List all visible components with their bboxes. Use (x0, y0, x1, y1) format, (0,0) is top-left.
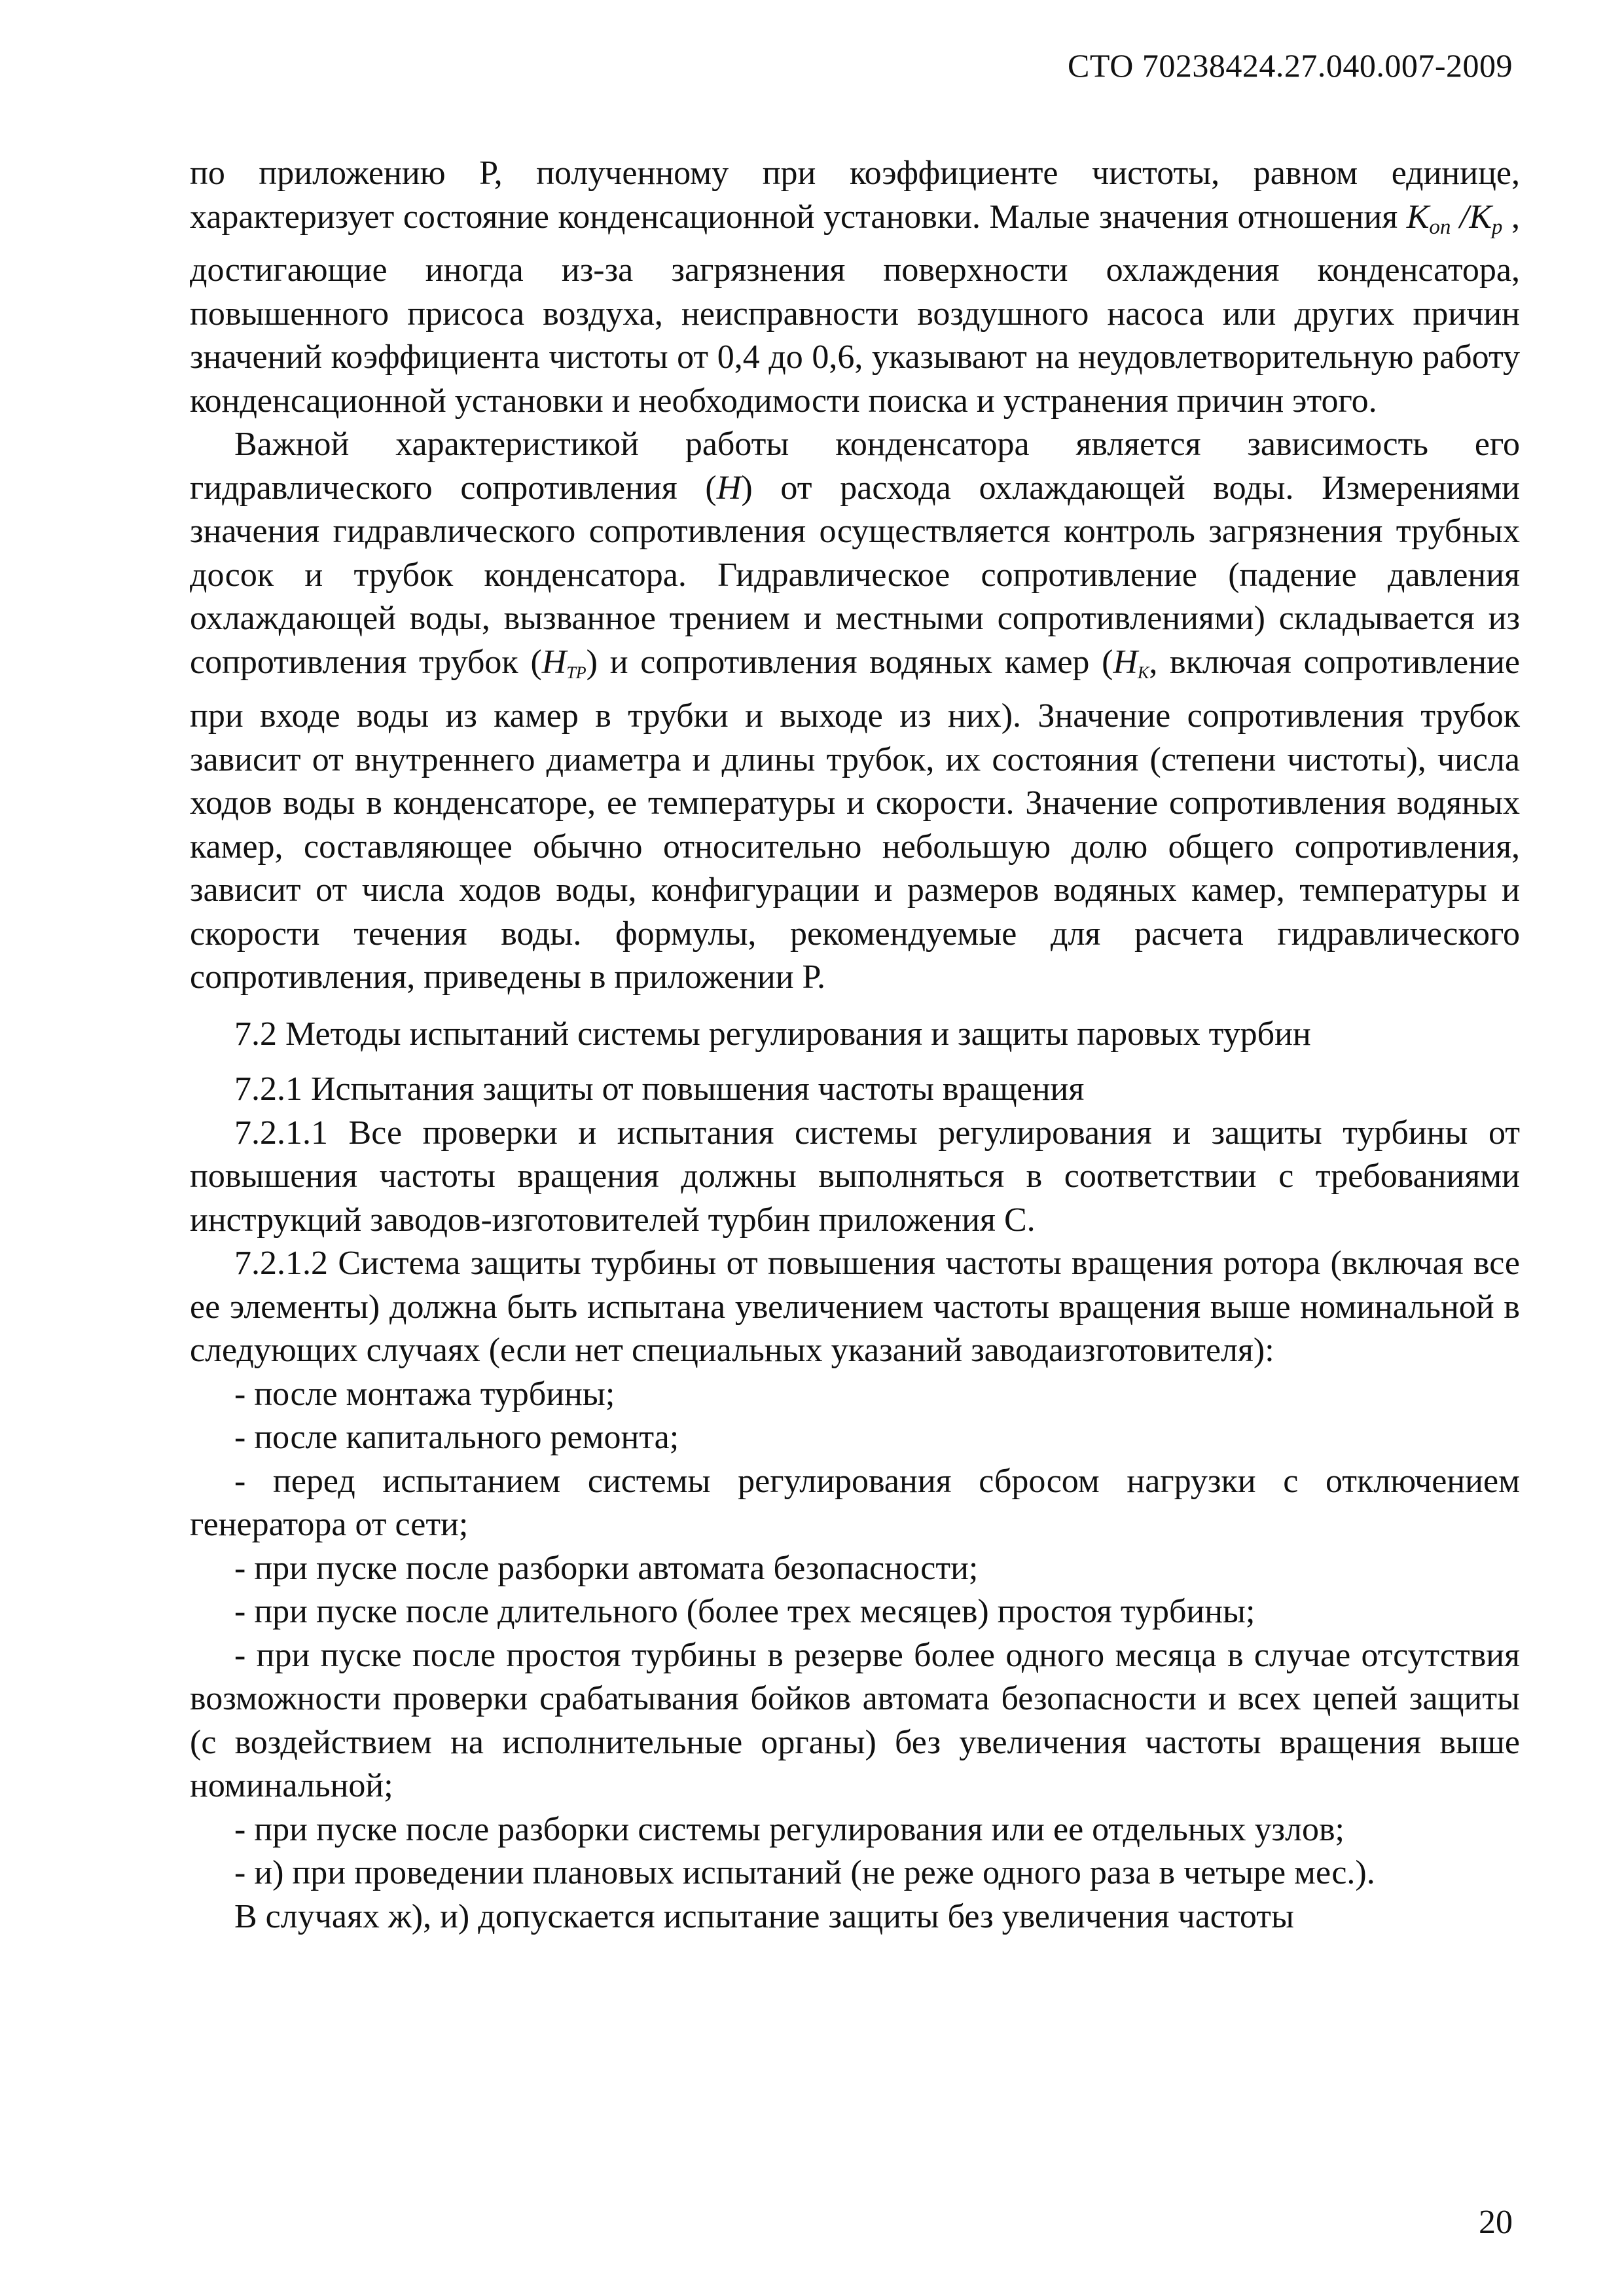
list-item: - после монтажа турбины; (234, 1375, 615, 1413)
section-heading-7-2-1: 7.2.1 Испытания защиты от повышения частоты вращения (234, 1070, 1085, 1108)
page-number: 20 (1479, 2204, 1513, 2241)
list-item: - после капитального ремонта; (234, 1419, 679, 1456)
symbol-h: Н (716, 469, 742, 507)
list-item: - при пуске после длительного (более трех месяцев) простоя турбины; (234, 1593, 1255, 1630)
paragraph-7-2-1-2: 7.2.1.2 Система защиты турбины от повышения частоты вращения ротора (включая все ее элементы) должна быть испытана увеличением частоты вращения выше номинальной в следующих случаях (если нет специальных указаний заводаизготовителя): (190, 1245, 1520, 1369)
symbol-h-k: НК (1113, 643, 1149, 682)
paragraph-text: ) от расхода охлаждающей воды. Измерениями значения гидравлического сопротивления осуществляется контроль загрязнения трубных досок и трубок конденсатора. Гидравлическое сопротивление (падение давления охлаждающей воды, вызванное трением и местными сопротивлениями) складывается из сопротивления трубок ( (190, 469, 1520, 681)
list-item: - перед испытанием системы регулирования сбросом нагрузки с отключением генератора от сети; (190, 1462, 1520, 1543)
paragraph-condenser-state (190, 152, 1520, 423)
list-item: - при пуске после простоя турбины в резерве более одного месяца в случае отсутствия возможности проверки срабатывания бойков автомата безопасности и всех цепей защиты (с воздействием на исполнительные органы) без увеличения частоты вращения выше номинальной; (190, 1636, 1520, 1804)
list-item: - и) при проведении плановых испытаний (не реже одного раза в четыре мес.). (234, 1854, 1375, 1891)
paragraph-text: , включая сопротивление при входе воды из камер в трубки и выходе из них). Значение сопротивления трубок зависит от внутреннего диаметра и длины трубок, их состояния (степени чистоты), числа ходов воды в конденсаторе, ее температуры и скорости. Значение сопротивления водяных камер, составляющее обычно относительно небольшую долю общего сопротивления, зависит от числа ходов воды, конфигурации и размеров водяных камер, температуры и скорости течения воды. формулы, рекомендуемые для расчета гидравлического сопротивления, приведены в приложении Р. (190, 643, 1520, 996)
symbol-k-p: $К_р$ (1469, 198, 1503, 239)
paragraph-text: , достигающие иногда из-за загрязнения поверхности охлаждения конденсатора, повышенного присоса воздуха, неисправности воздушного насоса или других причин значений коэффициента чистоты от 0,4 до 0,6, указывают на неудовлетворительную работу конденсационной установки и необходимости поиска и устранения причин этого. (190, 198, 1520, 420)
list-item: - при пуске после разборки системы регулирования или ее отдельных узлов; (234, 1810, 1344, 1848)
list-item: - при пуске после разборки автомата безопасности; (234, 1549, 979, 1587)
document-body (190, 152, 1520, 1939)
paragraph-text: по приложению Р, полученному при коэффициенте чистоты, равном единице, характеризует состояние конденсационной установки. Малые значения отношения (190, 155, 1520, 236)
section-heading-7-2: 7.2 Методы испытаний системы регулирования и защиты паровых турбин (234, 1015, 1311, 1053)
symbol-k-op: $К_{оп}$ (1406, 198, 1451, 239)
symbol-slash: / (1451, 198, 1470, 236)
paragraph-text: Важной характеристикой работы конденсатора является зависимость его гидравлического сопротивления ( (190, 426, 1520, 507)
paragraph-7-2-1-1: 7.2.1.1 Все проверки и испытания системы регулирования и защиты турбины от повышения частоты вращения должны выполняться в соответствии с требованиями инструкций заводов-изготовителей турбин приложения С. (190, 1114, 1520, 1239)
document-code-header: СТО 70238424.27.040.007-2009 (1068, 47, 1513, 84)
symbol-h-tr: НТР (541, 643, 586, 682)
paragraph-hydraulic-resistance (190, 423, 1520, 1000)
paragraph-text: ) и сопротивления водяных камер ( (586, 643, 1113, 681)
paragraph-exceptions: В случаях ж), и) допускается испытание защиты без увеличения частоты (234, 1897, 1294, 1935)
